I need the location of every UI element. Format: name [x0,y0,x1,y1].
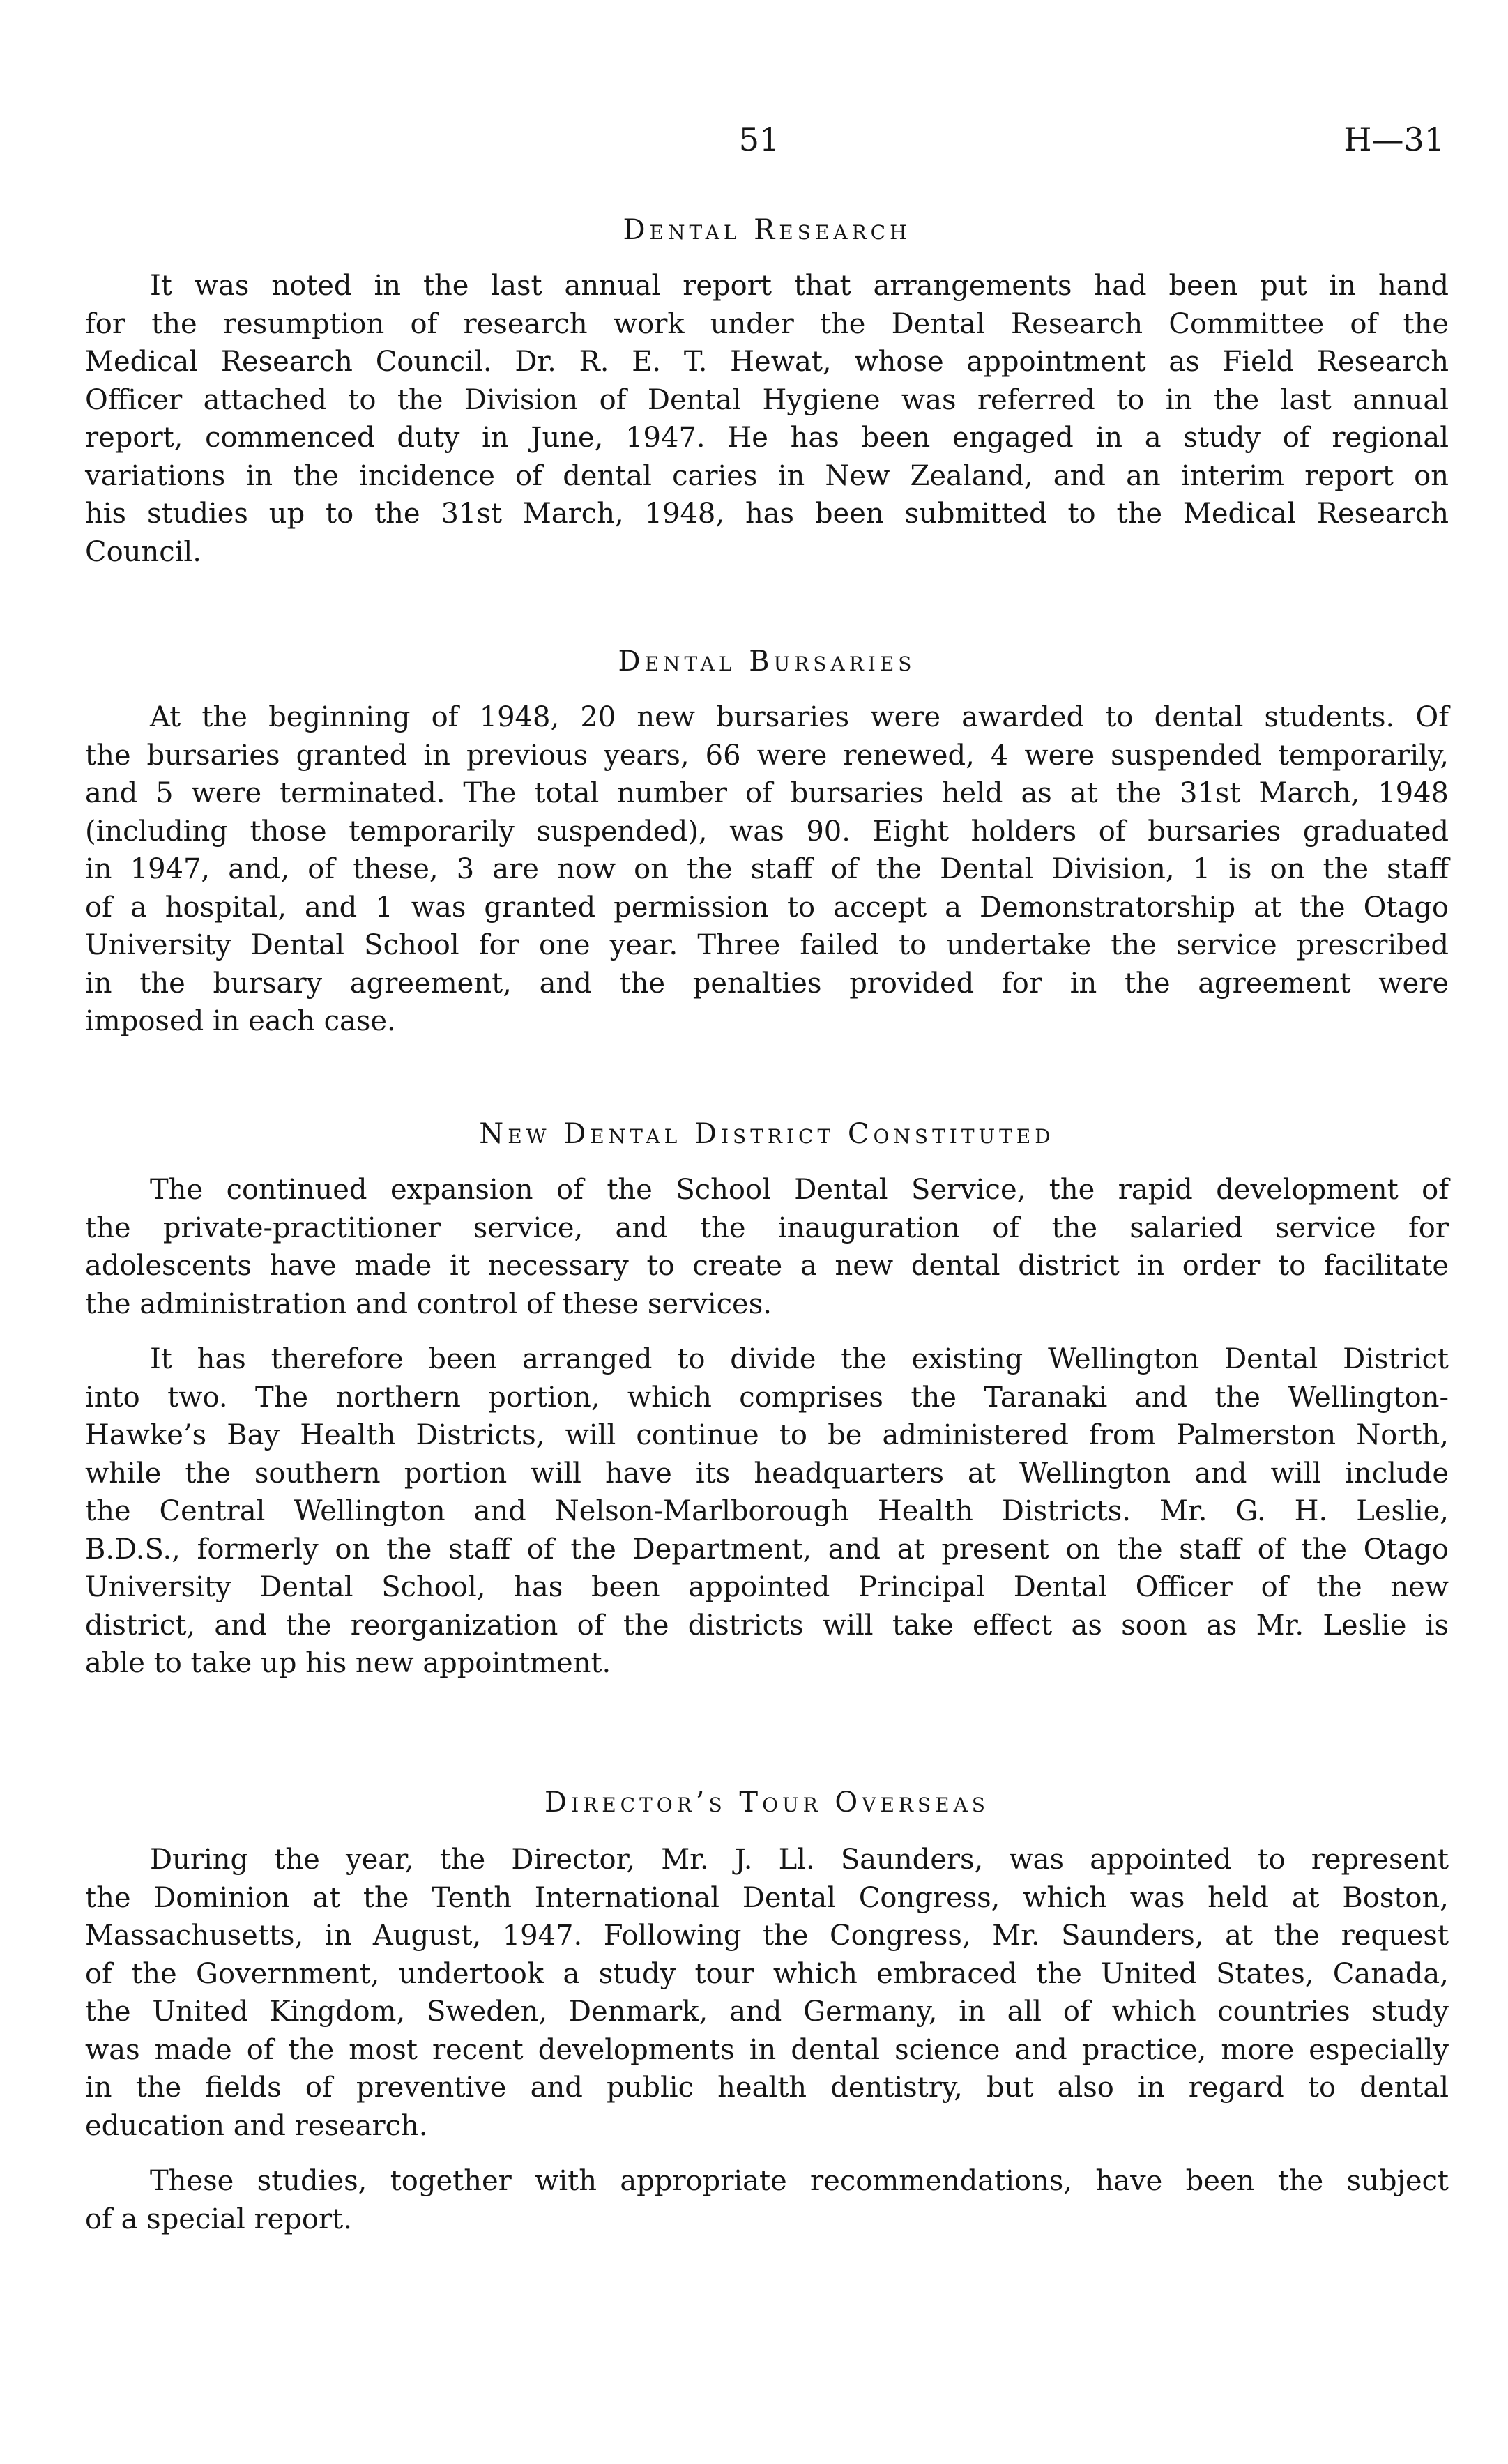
text-line: It has therefore been arranged to divide the existing Wellington Dental District [150,1343,1449,1375]
text-line: and 5 were terminated. The total number of bursaries held as at the 31st March, 1948 [85,777,1449,809]
text-line: the Dominion at the Tenth International Dental Congress, which was held at Boston, [85,1881,1449,1914]
text-line: the bursaries granted in previous years, 66 were renewed, 4 were suspended temporarily, [85,739,1449,772]
paragraph [85,267,1449,571]
text-line: University Dental School, has been appointed Principal Dental Officer of the new [85,1571,1449,1603]
document-code: H—31 [1343,121,1445,158]
text-line: Hawke’s Bay Health Districts, will continue to be administered from Palmerston North, [85,1419,1449,1451]
text-line: his studies up to the 31st March, 1948, has been submitted to the Medical Research [85,498,1449,530]
text-line: Officer attached to the Division of Dental Hygiene was referred to in the last annual [85,383,1449,416]
paragraph [85,1171,1449,1323]
text-line: was made of the most recent developments in dental science and practice, more especially [85,2033,1449,2066]
text-line: The continued expansion of the School Dental Service, the rapid development of [150,1174,1449,1206]
text-line: report, commenced duty in June, 1947. He has been engaged in a study of regional [85,422,1449,454]
text-line: education and research. [85,2109,428,2142]
text-line: into two. The northern portion, which comprises the Taranaki and the Wellington- [85,1381,1449,1414]
text-line: Massachusetts, in August, 1947. Following the Congress, Mr. Saunders, at the request [85,1920,1449,1952]
paragraph [85,698,1449,1041]
section-heading: Dental Bursaries [618,645,916,678]
text-line: Medical Research Council. Dr. R. E. T. Hewat, whose appointment as Field Research [85,346,1449,378]
text-line: for the resumption of research work under the Dental Research Committee of the [85,307,1449,340]
text-line: the United Kingdom, Sweden, Denmark, and Germany, in all of which countries study [85,1996,1449,2028]
text-line: the Central Wellington and Nelson-Marlborough Health Districts. Mr. G. H. Leslie, [85,1495,1449,1527]
text-line: imposed in each case. [85,1005,396,1037]
text-line: (including those temporarily suspended), was 90. Eight holders of bursaries graduated [85,815,1449,848]
text-line: These studies, together with appropriate recommendations, have been the subject [150,2165,1449,2197]
text-line: of the Government, undertook a study tour which embraced the United States, Canada, [85,1957,1449,1990]
text-line: Council. [85,535,201,568]
text-line: variations in the incidence of dental caries in New Zealand, and an interim report on [85,459,1449,492]
section-heading: New Dental District Constituted [479,1118,1055,1150]
text-line: able to take up his new appointment. [85,1647,611,1679]
paragraph [85,1841,1449,2145]
section-heading: Director’s Tour Overseas [544,1786,989,1819]
section-heading: Dental Research [623,214,911,246]
text-line: At the beginning of 1948, 20 new bursaries were awarded to dental students. Of [150,701,1449,733]
text-line: district, and the reorganization of the districts will take effect as soon as Mr. Leslie is [85,1609,1449,1642]
text-line: During the year, the Director, Mr. J. Ll. Saunders, was appointed to represent [150,1844,1449,1876]
text-line: while the southern portion will have its headquarters at Wellington and will include [85,1457,1449,1490]
text-line: the administration and control of these services. [85,1287,772,1320]
text-line: It was noted in the last annual report that arrangements had been put in hand [150,270,1449,302]
text-line: in the fields of preventive and public health dentistry, but also in regard to dental [85,2072,1449,2104]
text-line: the private-practitioner service, and the inauguration of the salaried service for [85,1211,1449,1244]
page-number: 51 [738,121,780,158]
paragraph [85,2162,1449,2238]
paragraph [85,1340,1449,1683]
text-line: University Dental School for one year. Three failed to undertake the service prescribed [85,929,1449,961]
text-line: B.D.S., formerly on the staff of the Department, and at present on the staff of the Otago [85,1533,1449,1566]
text-line: in 1947, and, of these, 3 are now on the staff of the Dental Division, 1 is on the staff [85,853,1449,885]
text-line: adolescents have made it necessary to create a new dental district in order to facilitate [85,1250,1449,1282]
text-line: in the bursary agreement, and the penalties provided for in the agreement were [85,967,1449,1000]
text-line: of a hospital, and 1 was granted permission to accept a Demonstratorship at the Otago [85,891,1449,924]
text-line: of a special report. [85,2203,352,2235]
